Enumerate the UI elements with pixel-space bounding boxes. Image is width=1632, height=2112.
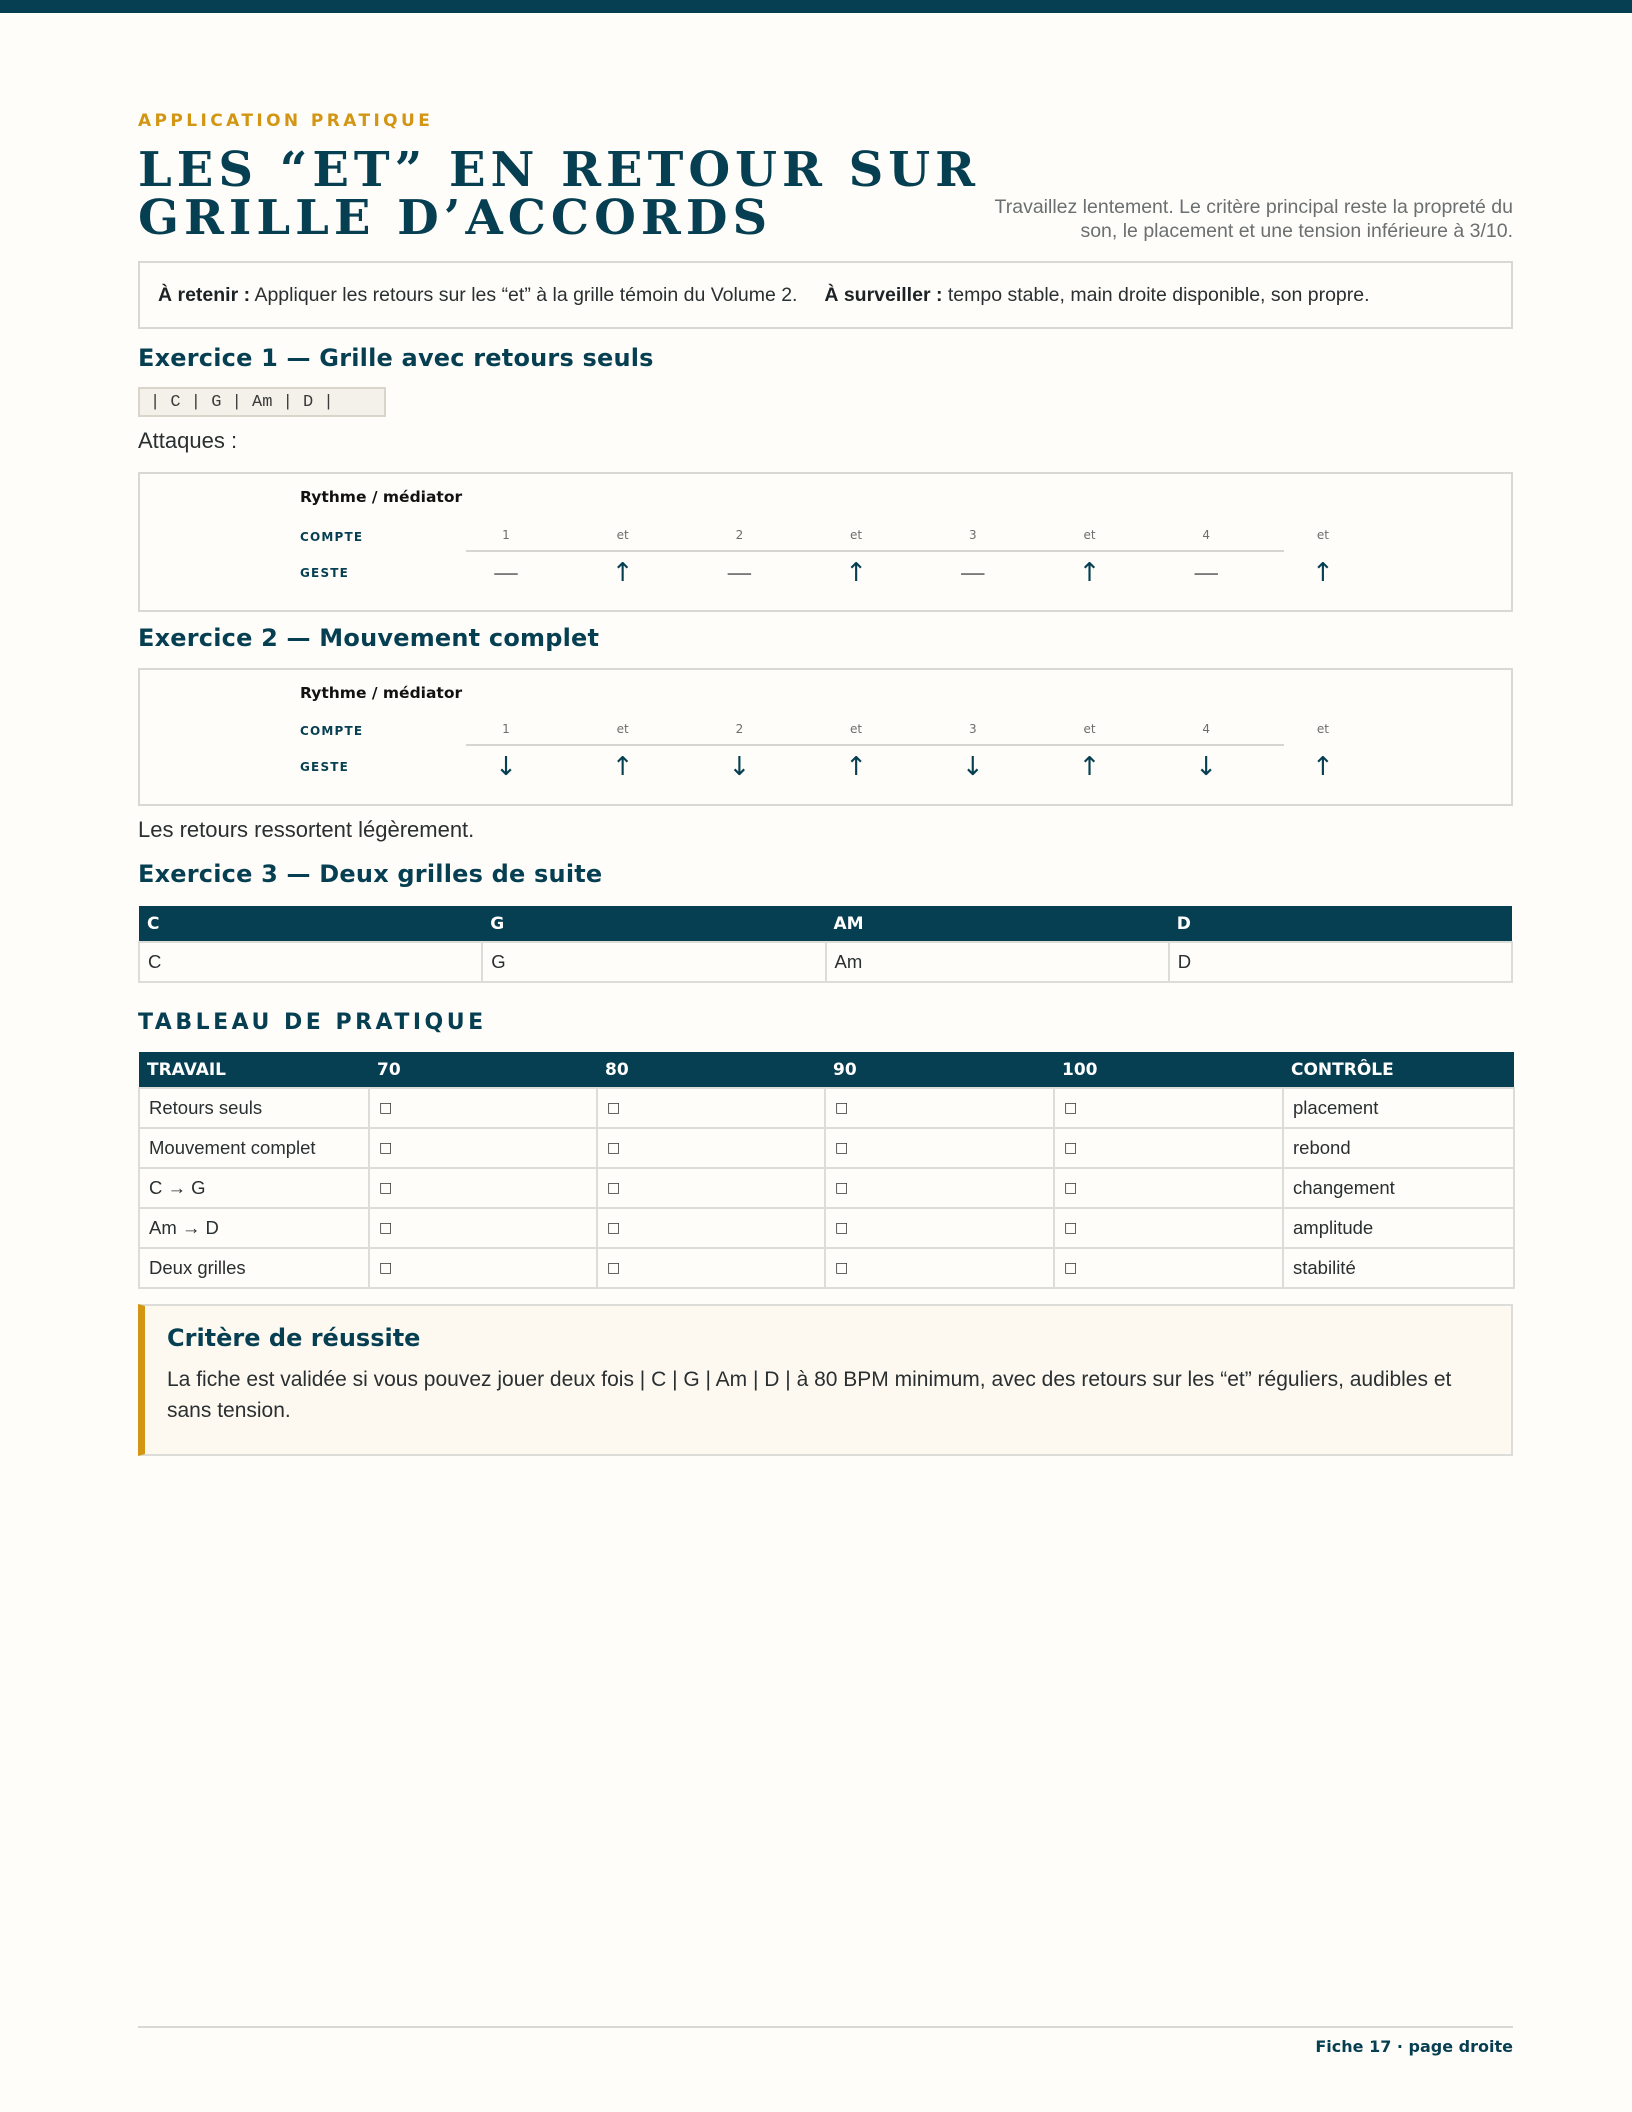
checkbox[interactable]: □ [1054,1128,1283,1168]
rest-dash-icon: — [493,558,519,588]
checkbox[interactable]: □ [597,1088,825,1128]
table-cell: Deux grilles [139,1248,369,1288]
retain-box [138,261,1513,329]
down-arrow-icon: ↓ [495,752,517,782]
table-row [139,1088,1514,1128]
count-7: 4 [1202,722,1210,736]
table-cell: D [1169,942,1512,982]
down-arrow-icon: ↓ [728,752,751,782]
down-arrow-icon: ↓ [1195,752,1218,782]
table-header-row [139,1052,1514,1088]
table-cell: rebond [1283,1128,1514,1168]
count-2: et [616,528,629,542]
rhythm-box-exercise-2 [138,668,1513,806]
checkbox[interactable]: □ [597,1208,825,1248]
chord-sequence-table [138,906,1513,983]
checkbox[interactable]: □ [597,1248,825,1288]
checkbox[interactable]: □ [597,1128,825,1168]
up-arrow-icon: ↑ [1078,558,1101,588]
checkbox[interactable]: □ [825,1168,1054,1208]
count-6: et [1083,722,1096,736]
table-row [139,1208,1514,1248]
up-arrow-icon: ↑ [1311,558,1334,588]
section-kicker: APPLICATION PRATIQUE [138,111,434,131]
count-divider [466,744,1284,746]
table-cell: stabilité [1283,1248,1514,1288]
count-1: 1 [502,528,510,542]
count-divider [466,550,1284,552]
table-cell: Am [826,942,1169,982]
count-3: 2 [735,722,744,736]
page-footer: Fiche 17 · page droite [1315,2037,1513,2056]
callout-title: Critère de réussite [167,1324,421,1352]
checkbox[interactable]: □ [1054,1168,1283,1208]
table-header-cell: TRAVAIL [139,1052,369,1088]
table-cell: C [139,942,482,982]
checkbox[interactable]: □ [1054,1208,1283,1248]
checkbox[interactable]: □ [369,1208,597,1248]
checkbox[interactable]: □ [369,1088,597,1128]
watch-text: tempo stable, main droite disponible, son propre. [947,283,1370,306]
retain-text: Appliquer les retours sur les “et” à la grille témoin du Volume 2. [254,283,798,306]
table-cell: Retours seuls [139,1088,369,1128]
gesture-label: GESTE [300,760,350,774]
practice-section-title: TABLEAU DE PRATIQUE [138,1010,487,1035]
table-header-cell: C [139,906,482,942]
table-cell: changement [1283,1168,1514,1208]
page-title-line-1: LES “ET” EN RETOUR SUR [138,142,980,198]
count-label: COMPTE [300,724,364,738]
count-7: 4 [1202,528,1210,542]
exercise-1-title: Exercice 1 — Grille avec retours seuls [138,344,654,372]
checkbox[interactable]: □ [369,1248,597,1288]
count-2: et [616,722,629,736]
table-header-cell: 70 [369,1052,597,1088]
up-arrow-icon: ↑ [845,558,867,588]
checkbox[interactable]: □ [1054,1088,1283,1128]
table-row [139,1128,1514,1168]
page-subtitle: Travaillez lentement. Le critère principal reste la propreté du son, le placement et une tension inférieure à 3/10. [994,196,1513,242]
rhythm-box-exercise-1 [138,472,1513,612]
table-cell: Am → D [139,1208,369,1248]
page-title-line-2: GRILLE D’ACCORDS [138,190,773,246]
count-label: COMPTE [300,530,364,544]
count-4: et [850,528,863,542]
count-1: 1 [502,722,510,736]
table-header-cell: G [482,906,825,942]
exercise-2-title: Exercice 2 — Mouvement complet [138,624,600,652]
count-5: 3 [968,528,977,542]
watch-label: À surveiller : [824,283,943,306]
up-arrow-icon: ↑ [611,752,634,782]
table-row [139,1248,1514,1288]
table-header-row [139,906,1512,942]
count-8: et [1316,722,1329,736]
top-color-bar [0,0,1632,13]
chord-grid-tag: | C | G | Am | D | [138,387,386,417]
table-cell: G [482,942,825,982]
checkbox[interactable]: □ [825,1128,1054,1168]
table-header-cell: CONTRÔLE [1283,1052,1514,1088]
rest-dash-icon: — [1193,558,1220,588]
checkbox[interactable]: □ [825,1208,1054,1248]
exercise-2-note: Les retours ressortent légèrement. [138,817,475,842]
checkbox[interactable]: □ [369,1128,597,1168]
retain-label: À retenir : [158,283,251,306]
table-cell: placement [1283,1088,1514,1128]
count-8: et [1316,528,1329,542]
rest-dash-icon: — [959,558,986,588]
up-arrow-icon: ↑ [1311,752,1334,782]
rhythm-title: Rythme / médiator [300,488,463,506]
table-cell: amplitude [1283,1208,1514,1248]
checkbox[interactable]: □ [369,1168,597,1208]
exercise-3-title: Exercice 3 — Deux grilles de suite [138,860,603,888]
table-row [139,1168,1514,1208]
count-6: et [1083,528,1096,542]
practice-table [138,1052,1515,1289]
callout-body: La fiche est validée si vous pouvez jouer deux fois | C | G | Am | D | à 80 BPM minimum, avec des retours sur les “et” réguliers, audibles et sans tension. [167,1368,1452,1422]
rest-dash-icon: — [726,558,753,588]
table-row [139,942,1512,982]
checkbox[interactable]: □ [825,1248,1054,1288]
checkbox[interactable]: □ [825,1088,1054,1128]
table-cell: Mouvement complet [139,1128,369,1168]
success-criteria-callout [138,1304,1513,1456]
table-header-cell: 100 [1054,1052,1283,1088]
up-arrow-icon: ↑ [611,558,634,588]
table-header-cell: AM [826,906,1169,942]
count-3: 2 [735,528,744,542]
up-arrow-icon: ↑ [845,752,867,782]
table-header-cell: 80 [597,1052,825,1088]
table-header-cell: 90 [825,1052,1054,1088]
checkbox[interactable]: □ [1054,1248,1283,1288]
rhythm-title: Rythme / médiator [300,684,463,702]
table-header-cell: D [1169,906,1512,942]
gesture-label: GESTE [300,566,350,580]
count-4: et [850,722,863,736]
count-5: 3 [968,722,977,736]
page-title [138,142,1038,246]
footer-divider [138,2026,1513,2028]
table-cell: C → G [139,1168,369,1208]
up-arrow-icon: ↑ [1078,752,1101,782]
down-arrow-icon: ↓ [961,752,984,782]
checkbox[interactable]: □ [597,1168,825,1208]
attacks-label: Attaques : [138,428,238,453]
